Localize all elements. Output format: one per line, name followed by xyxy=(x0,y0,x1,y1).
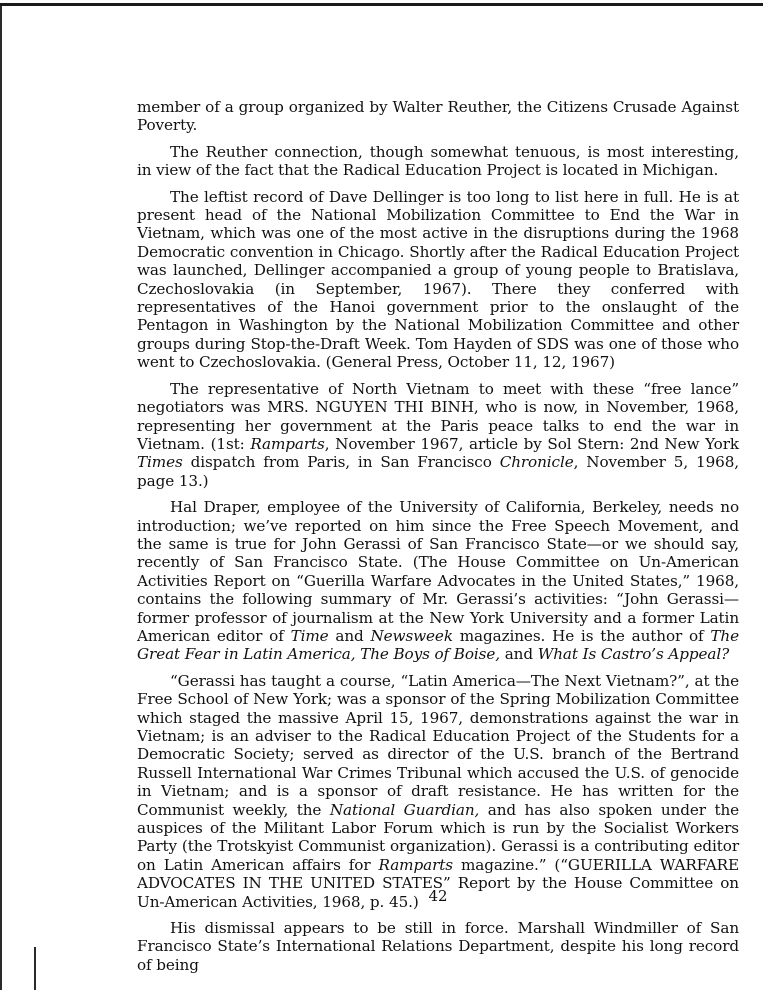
book-title: The Great Fear in Latin America, The Boys of Boise, xyxy=(137,626,739,664)
text-run: Hal Draper, employee of the University of California, Berkeley, needs no introduction; we’ve reported on him since the Free Speech Movement, and the same is true for John Gerassi of San Francisco State—or we should say, recently of San Francisco State. (The House Committee on Un-American Activities Report on “Guerilla Warfare Advocates in the United States,” 1968, contains the following summary of Mr. Gerassi’s activities: “John Gerassi—former professor of journalism at the New York University and a former Latin American editor of xyxy=(137,498,739,645)
paragraph-binh xyxy=(137,380,739,490)
text-run: and has also spoken under the auspices of the Militant Labor Forum which is run by the Socialist Workers Party (the Trotskyist Communist organization). Gerassi is a contributing editor on Latin American affairs for xyxy=(137,800,740,874)
text-run: , November 5, 1968, page 13.) xyxy=(137,453,739,490)
text-run: magazines. He is the author of xyxy=(452,626,711,645)
text-run: “Gerassi has taught a course, “Latin America—The Next Vietnam?”, at the Free School of New York; was a sponsor of the Spring Mobilization Committee which staged the massive April 15, 1967, demonstrations against the war in Vietnam; is an adviser to the Radical Education Project of the Students for a Democratic Society; served as director of the U.S. branch of the Bertrand Russell International War Crimes Tribunal which accused the U.S. of genocide in Vietnam; and is a sponsor of draft resistance. He has written for the Communist weekly, the xyxy=(137,671,739,819)
publication-title: Time xyxy=(290,626,329,645)
paragraph-dismissal: His dismissal appears to be still in force. Marshall Windmiller of San Francisco State’s International Relations Department, despite his long record of being xyxy=(137,919,739,974)
text-run: dispatch from Paris, in San Francisco xyxy=(182,453,500,472)
text-run: , November 1967, article by Sol Stern: 2nd New York xyxy=(324,434,739,453)
paragraph-draper-gerassi xyxy=(137,498,739,664)
publication-title: National Guardian, xyxy=(329,800,480,819)
publication-title: Ramparts xyxy=(250,434,325,453)
scan-mark xyxy=(34,947,36,990)
publication-title: Newsweek xyxy=(370,626,453,645)
paragraph-reuther: The Reuther connection, though somewhat tenuous, is most interesting, in view of the fact that the Radical Education Project is located in Michigan. xyxy=(137,142,739,180)
paragraph-gerassi-quote xyxy=(137,672,739,911)
text-run: The representative of North Vietnam to meet with these “free lance” negotiators was MRS. NGUYEN THI BINH, who is now, in November, 1968, representing her government at the Paris peace talks to end the war in Vietnam. (1st: xyxy=(137,379,739,453)
text-run: and xyxy=(499,645,538,664)
text-run: magazine.” (“GUERILLA WARFARE ADVOCATES IN THE UNITED STATES” Report by the House Committee on Un-American Activities, 1968, p. 45.) xyxy=(137,855,739,911)
left-page-edge xyxy=(0,6,2,990)
top-border-rule xyxy=(0,3,763,6)
paragraph-continuation: member of a group organized by Walter Reuther, the Citizens Crusade Against Poverty. xyxy=(137,98,739,135)
publication-title: Times xyxy=(137,453,183,472)
publication-title: Chronicle xyxy=(499,453,574,472)
paragraph-dellinger: The leftist record of Dave Dellinger is too long to list here in full. He is at present head of the National Mobilization Committee to End the War in Vietnam, which was one of the most active in the disruptions during the 1968 Democratic convention in Chicago. Shortly after the Radical Education Project was launched, Dellinger accompanied a group of young people to Bratislava, Czechoslovakia (in September, 1967). There they conferred with representatives of the Hanoi government prior to the onslaught of the Pentagon in Washington by the National Mobilization Committee and other groups during Stop-the-Draft Week. Tom Hayden of SDS was one of those who went to Czechoslovakia. (General Press, October 11, 12, 1967) xyxy=(137,187,739,372)
page-body-text xyxy=(137,98,739,982)
book-title: What Is Castro’s Appeal? xyxy=(537,645,730,664)
text-run: and xyxy=(328,626,371,645)
publication-title: Ramparts xyxy=(378,855,453,874)
page-number: 42 xyxy=(428,887,448,905)
